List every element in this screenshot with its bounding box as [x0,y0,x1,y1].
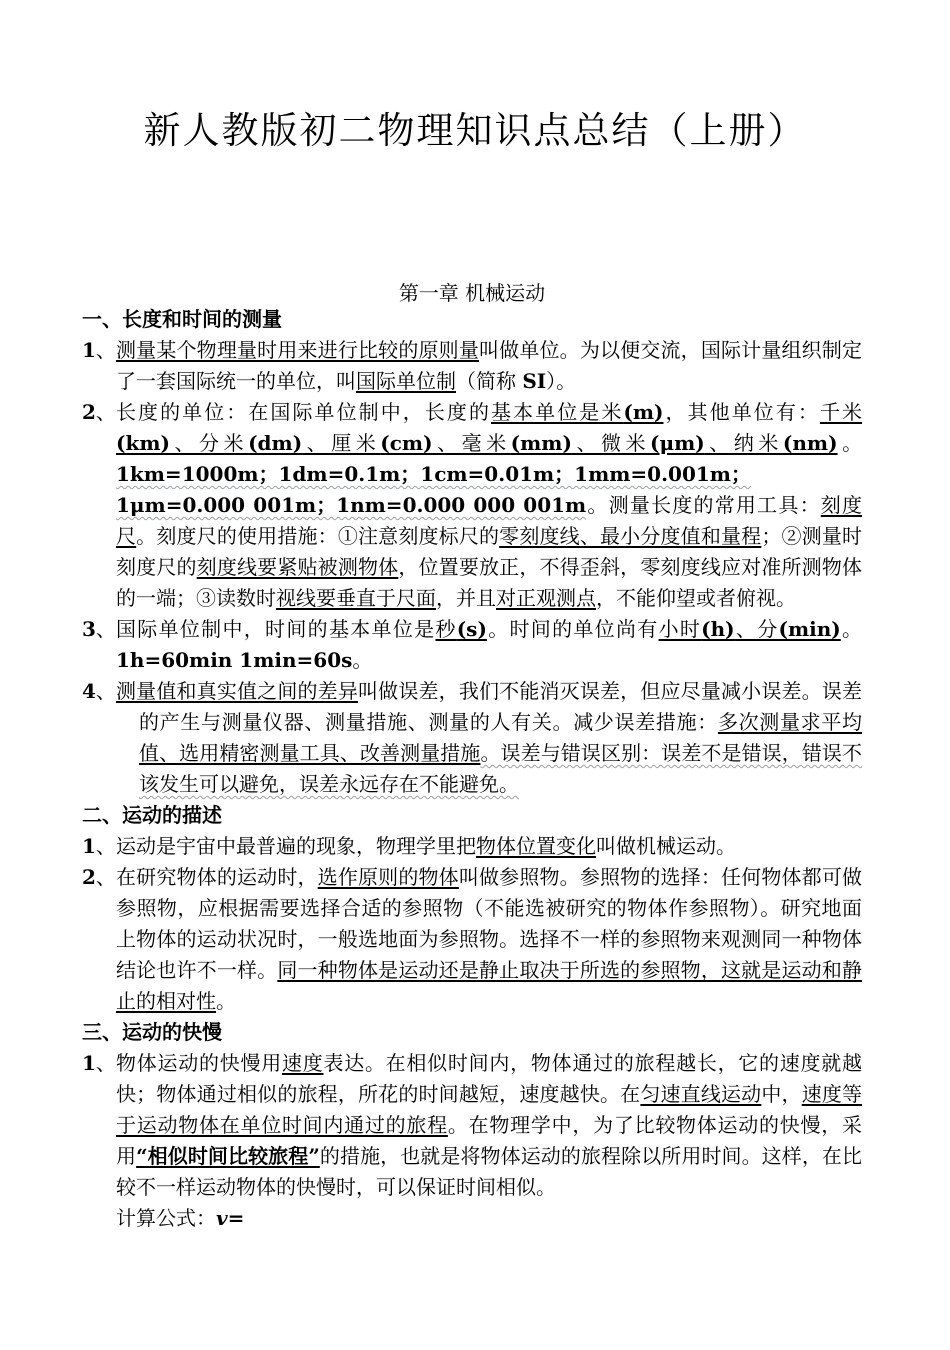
item-text: 国际单位制中，时间的基本单位是秒(s)。时间的单位尚有小时(h)、分(min)。1h=60min 1min=60s。 [116,617,863,672]
item-text: 测量某个物理量时用来进行比较的原则量叫做单位。为以便交流，国际计量组织制定了一套国际统一的单位，叫国际单位制（简称 SI）。 [116,338,862,393]
unit-conversions: 1km=1000m；1dm=0.1m；1cm=0.01m；1mm=0.001m；1μm=0.000 001m；1nm=0.000 000 001m [116,462,751,517]
item-number: 3、 [82,617,116,641]
item-number: 2、 [82,400,116,424]
list-item [82,831,862,862]
chapter-heading: 第一章 机械运动 [398,281,546,305]
list-item [82,614,862,676]
item-number: 1、 [82,338,116,362]
item-text: 物体运动的快慢用速度表达。在相似时间内，物体通过的旅程越长，它的速度就越快；物体通过相似的旅程，所花的时间越短，速度越快。在匀速直线运动中，速度等于运动物体在单位时间内通过的旅程。在物理学中，为了比较物体运动的快慢，采用“相似时间比较旅程”的措施，也就是将物体运动的旅程除以所用时间。这样，在比较不一样运动物体的快慢时，可以保证时间相似。 [116,1051,863,1199]
list-item [82,676,862,800]
item-number: 1、 [82,1051,116,1075]
item-number: 2、 [82,865,116,889]
item-number: 4、 [82,679,116,703]
list-item [82,862,862,1017]
item-text: 长度的单位：在国际单位制中，长度的基本单位是米(m)，其他单位有：千米(km)、分米(dm)、厘米(cm)、毫米(mm)、微米(μm)、纳米(nm)。1km=1000m；1dm=0.1m；1cm=0.01m；1mm=0.001m；1μm=0.000 001m；1nm=0.000 000 001m。测量长度的常用工具：刻度尺。刻度尺的使用措施：①注意刻度标尺的零刻度线、最小分度值和量程；②测量时刻度尺的刻度线要紧贴被测物体，位置要放正，不得歪斜，零刻度线应对准所测物体的一端；③读数时视线要垂直于尺面，并且对正观测点，不能仰望或者俯视。 [116,400,863,610]
section-heading-speed: 三、运动的快慢 [82,1020,222,1044]
list-item [82,397,862,614]
section-heading-motion-description: 二、运动的描述 [82,803,222,827]
list-item [82,1048,862,1203]
item-text: 在研究物体的运动时，选作原则的物体叫做参照物。参照物的选择：任何物体都可做参照物，应根据需要选择合适的参照物（不能选被研究的物体作参照物）。研究地面上物体的运动状况时，一般选地面为参照物。选择不一样的参照物来观测同一种物体结论也许不一样。同一种物体是运动还是静止取决于所选的参照物，这就是运动和静止的相对性。 [116,865,863,1013]
item-number: 1、 [82,834,116,858]
list-item [82,335,862,397]
section-heading-length-time: 一、长度和时间的测量 [82,307,282,331]
item-text: 运动是宇宙中最普遍的现象，物理学里把物体位置变化叫做机械运动。 [116,834,736,858]
document-body [82,304,862,1234]
item-text: 测量值和真实值之间的差异叫做误差，我们不能消灭误差，但应尽量减小误差。误差的产生与测量仪器、测量措施、测量的人有关。减少误差措施：多次测量求平均值、选用精密测量工具、改善测量措施。误差与错误区别：误差不是错误，错误不该发生可以避免，误差永远存在不能避免。 [116,679,863,796]
speed-formula: 计算公式：v= [116,1206,245,1230]
document-title: 新人教版初二物理知识点总结（上册） [143,109,807,152]
